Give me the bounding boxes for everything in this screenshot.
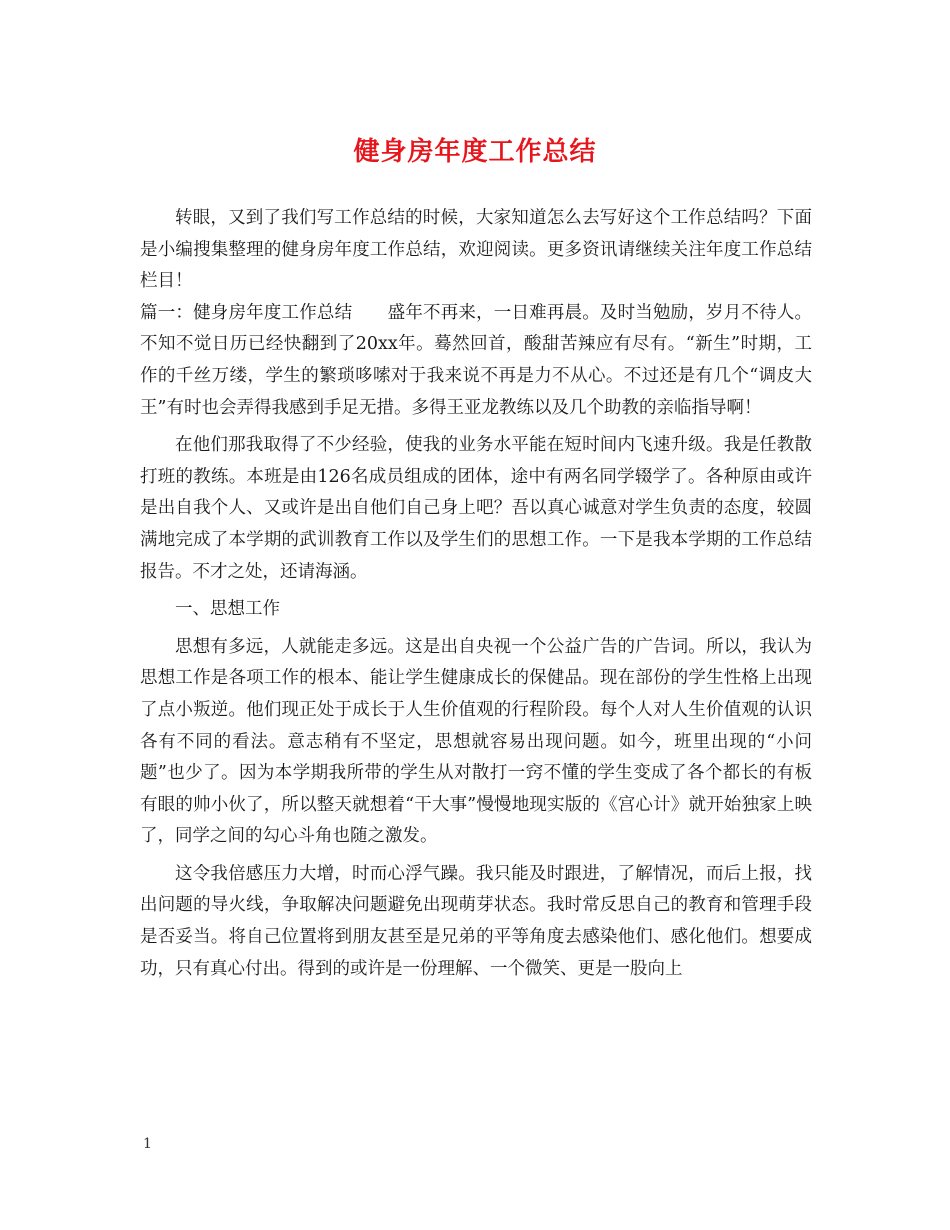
paragraph-thought-work: 思想有多远，人就能走多远。这是出自央视一个公益广告的广告词。所以，我认为思想工作是各项工作的根本、能让学生健康成长的保健品。现在部份的学生性格上出现了点小叛逆。他们现正处于成长于人生价值观的行程阶段。每个人对人生价值观的认识各有不同的看法。意志稍有不坚定，思想就容易出现问题。如今，班里出现的“小问题”也少了。因为本学期我所带的学生从对散打一窍不懂的学生变成了各个都长的有板有眼的帅小伙了，所以整天就想着“干大事”慢慢地现实版的《宫心计》就开始独家上映了，同学之间的勾心斗角也随之激发。: [140, 636, 812, 847]
paragraph-intro: 转眼，又到了我们写工作总结的时候，大家知道怎么去写好这个工作总结吗？下面是小编搜集整理的健身房年度工作总结，欢迎阅读。更多资讯请继续关注年度工作总结栏目！: [140, 208, 812, 292]
page-number: 1: [143, 1136, 152, 1152]
paragraph-pressure: 这令我倍感压力大增，时而心浮气躁。我只能及时跟进，了解情况，而后上报，找出问题的导火线，争取解决问题避免出现萌芽状态。我时常反思自己的教育和管理手段是否妥当。将自己位置将到朋友甚至是兄弟的平等角度去感染他们、感化他们。想要成功，只有真心付出。得到的或许是一份理解、一个微笑、更是一股向上: [140, 863, 812, 979]
document-title: 健身房年度工作总结: [353, 137, 597, 167]
paragraph-chapter-one: 篇一：健身房年度工作总结 盛年不再来，一日难再晨。及时当勉励，岁月不待人。不知不觉日历已经快翻到了20xx年。蓦然回首，酸甜苦辣应有尽有。“新生”时期，工作的千丝万缕，学生的繁琐哆嗦对于我来说不再是力不从心。不过还是有几个“调皮大王”有时也会弄得我感到手足无措。多得王亚龙教练以及几个助教的亲临指导啊！: [140, 302, 812, 418]
section-heading-thought-work: 一、思想工作: [175, 599, 280, 620]
document-body: [140, 203, 812, 985]
paragraph-experience: 在他们那我取得了不少经验，使我的业务水平能在短时间内飞速升级。我是任教散打班的教练。本班是由126名成员组成的团体，途中有两名同学辍学了。各种原由或许是出自我个人、又或许是出自他们自己身上吧？吾以真心诚意对学生负责的态度，较圆满地完成了本学期的武训教育工作以及学生们的思想工作。一下是我本学期的工作总结报告。不才之处，还请海涵。: [140, 435, 812, 582]
